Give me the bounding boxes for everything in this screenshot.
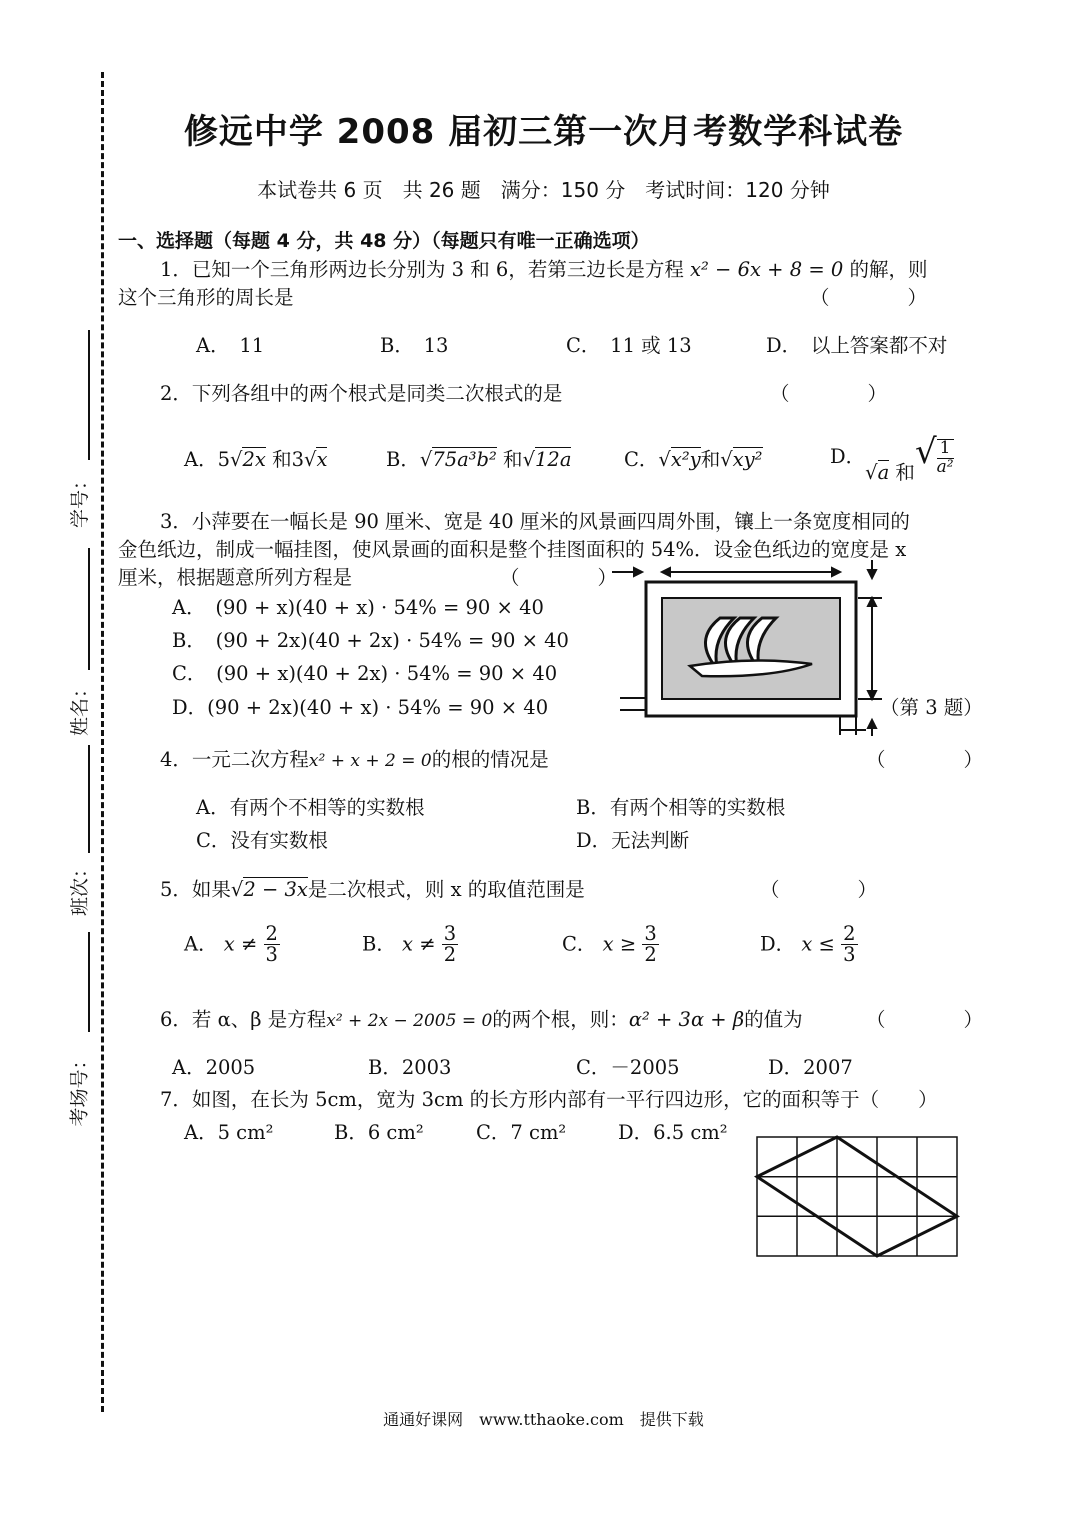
q2-option-a: A．5√2x 和3√x [184,448,328,471]
binding-dashed-line [101,72,104,1412]
margin-line-1 [88,330,90,460]
q2-b-and: 和 [503,448,523,471]
q1-option-c: C． 11 或 13 [566,334,692,357]
sqrt-icon: √ [522,448,535,471]
q5-stem-post: 是二次根式，则 x 的取值范围是 [307,878,585,901]
q3-stem-line2: 金色纸边，制成一幅挂图，使风景画的面积是整个挂图面积的 54%．设金色纸边的宽度是 x [118,538,907,561]
exam-room-label: 考场号： [68,1050,91,1127]
class-label: 班次： [69,858,92,917]
q5-c-numerator: 3 [644,922,657,945]
q5-a-numerator: 2 [265,922,278,945]
q1-option-a: A． 11 [196,334,265,357]
q7-stem: 7．如图，在长为 5cm，宽为 3cm 的长方形内部有一平行四边形，它的面积等于（ ） [160,1088,938,1111]
q5-d-denominator: 3 [843,943,856,967]
q7-option-d: D．6.5 cm² [618,1121,728,1144]
q5-b-relation: x ≠ [402,932,436,956]
q6-option-c: C．－2005 [576,1056,680,1079]
q6-stem-pre: 6．若 α、β 是方程 [160,1008,327,1031]
q3-figure [612,560,912,740]
margin-line-4 [88,932,90,1032]
q2-a-and: 和 [272,448,292,471]
parallelogram [757,1137,957,1256]
sqrt-icon: √ [865,461,878,484]
q5-c-denominator: 2 [644,943,657,967]
q4-stem-pre: 4．一元二次方程 [160,748,309,771]
q6-option-d: D．2007 [768,1056,853,1079]
q5-a-relation: x ≠ [223,932,258,956]
sqrt-icon: √ [914,432,937,472]
q2-c-radicand2: xy² [732,448,763,471]
q2-option-d [830,432,954,484]
q2-c-and: 和 [700,448,721,471]
q1-option-b: B． 13 [380,334,449,357]
q5-c-label: C． [562,932,597,956]
q2-a-radicand1: 2x [242,448,266,471]
sqrt-icon: √ [304,448,317,471]
q2-d-label: D． [830,445,866,468]
q3-answer-bracket: （ ） [500,566,618,589]
q2-a-label: A． [184,448,218,471]
q6-stem-mid: 的两个根，则： [492,1008,629,1031]
q7-option-c: C．7 cm² [476,1121,567,1144]
q5-a-fraction [264,924,280,966]
margin-line-2 [88,548,90,670]
sqrt-icon: √ [720,448,733,471]
name-label: 姓名： [69,678,92,737]
q5-stem [160,878,585,901]
q4-option-b: B．有两个相等的实数根 [576,796,786,819]
footer-credit: 通通好课网 www.tthaoke.com 提供下载 [383,1410,704,1429]
q6-expression: α² + 3α + β [628,1008,745,1031]
q5-b-numerator: 3 [443,922,457,945]
q5-option-b [362,924,458,966]
q2-d-denominator: a² [936,456,954,477]
q1-stem-line2: 这个三角形的周长是 [118,286,294,309]
q2-a-radicand2: x [316,448,328,471]
q6-option-b: B．2003 [368,1056,452,1079]
q2-option-b [386,448,571,471]
q5-option-c [562,924,659,966]
q6-stem-post: 的值为 [744,1008,803,1031]
q4-answer-bracket: （ ） [866,748,984,771]
q4-option-d: D．无法判断 [576,829,690,852]
section-heading: 一、选择题（每题 4 分，共 48 分）（每题只有唯一正确选项） [118,230,650,252]
q5-c-relation: x ≥ [602,932,637,956]
sqrt-icon: √ [230,878,244,901]
q3-option-c: C． (90 + x)(40 + 2x) · 54% = 90 × 40 [172,662,558,685]
q3-stem-line1: 3．小萍要在一幅长是 90 厘米、宽是 40 厘米的风景画四周外围，镶上一条宽度相同的 [160,510,910,533]
q3-option-d: D．(90 + 2x)(40 + x) · 54% = 90 × 40 [172,696,549,719]
student-id-label: 学号： [69,470,92,529]
sqrt-icon: √ [658,448,671,471]
sqrt-icon: √ [419,448,433,471]
q5-d-label: D． [760,932,796,956]
q2-b-radicand1: 75a³b² [432,448,497,471]
q3-stem-line3: 厘米，根据题意所列方程是 [118,566,353,589]
q5-d-numerator: 2 [843,922,856,945]
margin-line-3 [88,745,90,853]
q2-c-radicand1: x²y [670,448,701,471]
q5-radicand: 2 − 3x [243,878,308,901]
q5-option-a [184,924,280,966]
q1-stem [160,258,928,281]
q6-equation: x² + 2x − 2005 = 0 [326,1011,493,1031]
q7-option-b: B．6 cm² [334,1121,424,1144]
q1-answer-bracket: （ ） [810,286,928,309]
q4-option-c: C．没有实数根 [196,829,328,852]
q1-option-d: D． 以上答案都不对 [766,334,948,357]
q5-a-denominator: 3 [265,943,278,967]
sqrt-icon: √ [230,448,243,471]
q4-option-a: A．有两个不相等的实数根 [196,796,425,819]
q5-d-relation: x ≤ [801,932,835,956]
q5-b-denominator: 2 [443,943,457,967]
q5-b-label: B． [362,932,396,956]
q6-option-a: A．2005 [172,1056,256,1079]
q1-stem-pre: 1．已知一个三角形两边长分别为 3 和 6，若第三边长是方程 [160,258,684,281]
q5-option-d [760,924,858,966]
q7-grid-figure [756,1136,960,1258]
q4-stem-post: 的根的情况是 [431,748,549,771]
q5-d-fraction [841,924,857,966]
page-title: 修远中学 2008 届初三第一次月考数学科试卷 [183,112,904,152]
q2-b-radicand2: 12a [535,448,572,471]
q2-stem: 2．下列各组中的两个根式是同类二次根式的是 [160,382,563,405]
exam-info: 本试卷共 6 页 共 26 题 满分：150 分 考试时间：120 分钟 [257,178,830,202]
q5-c-fraction [642,924,658,966]
q5-stem-pre: 5．如果 [160,878,231,901]
q2-option-c [624,448,763,471]
q5-b-fraction [442,924,458,966]
q2-answer-bracket: （ ） [770,382,888,405]
q4-equation: x² + x + 2 = 0 [308,751,432,771]
q7-option-a: A．5 cm² [184,1121,274,1144]
q3-option-a: A． (90 + x)(40 + x) · 54% = 90 × 40 [172,596,544,619]
q3-figure-caption: （第 3 题） [880,696,983,719]
q6-answer-bracket: （ ） [866,1008,984,1031]
q1-stem-post: 的解，则 [849,258,928,281]
q3-option-b: B． (90 + 2x)(40 + 2x) · 54% = 90 × 40 [172,629,569,652]
q5-a-label: A． [184,932,218,956]
q2-b-label: B． [386,448,420,471]
q1-equation: x² − 6x + 8 = 0 [690,258,844,281]
q2-c-label: C． [624,448,659,471]
q2-d-fraction [937,439,954,477]
q2-d-numerator: 1 [937,440,954,459]
q2-d-radicand1: a [877,461,890,484]
q4-stem [160,748,549,771]
q6-stem [160,1008,803,1031]
q5-answer-bracket: （ ） [760,878,878,901]
q2-d-and: 和 [895,461,915,484]
